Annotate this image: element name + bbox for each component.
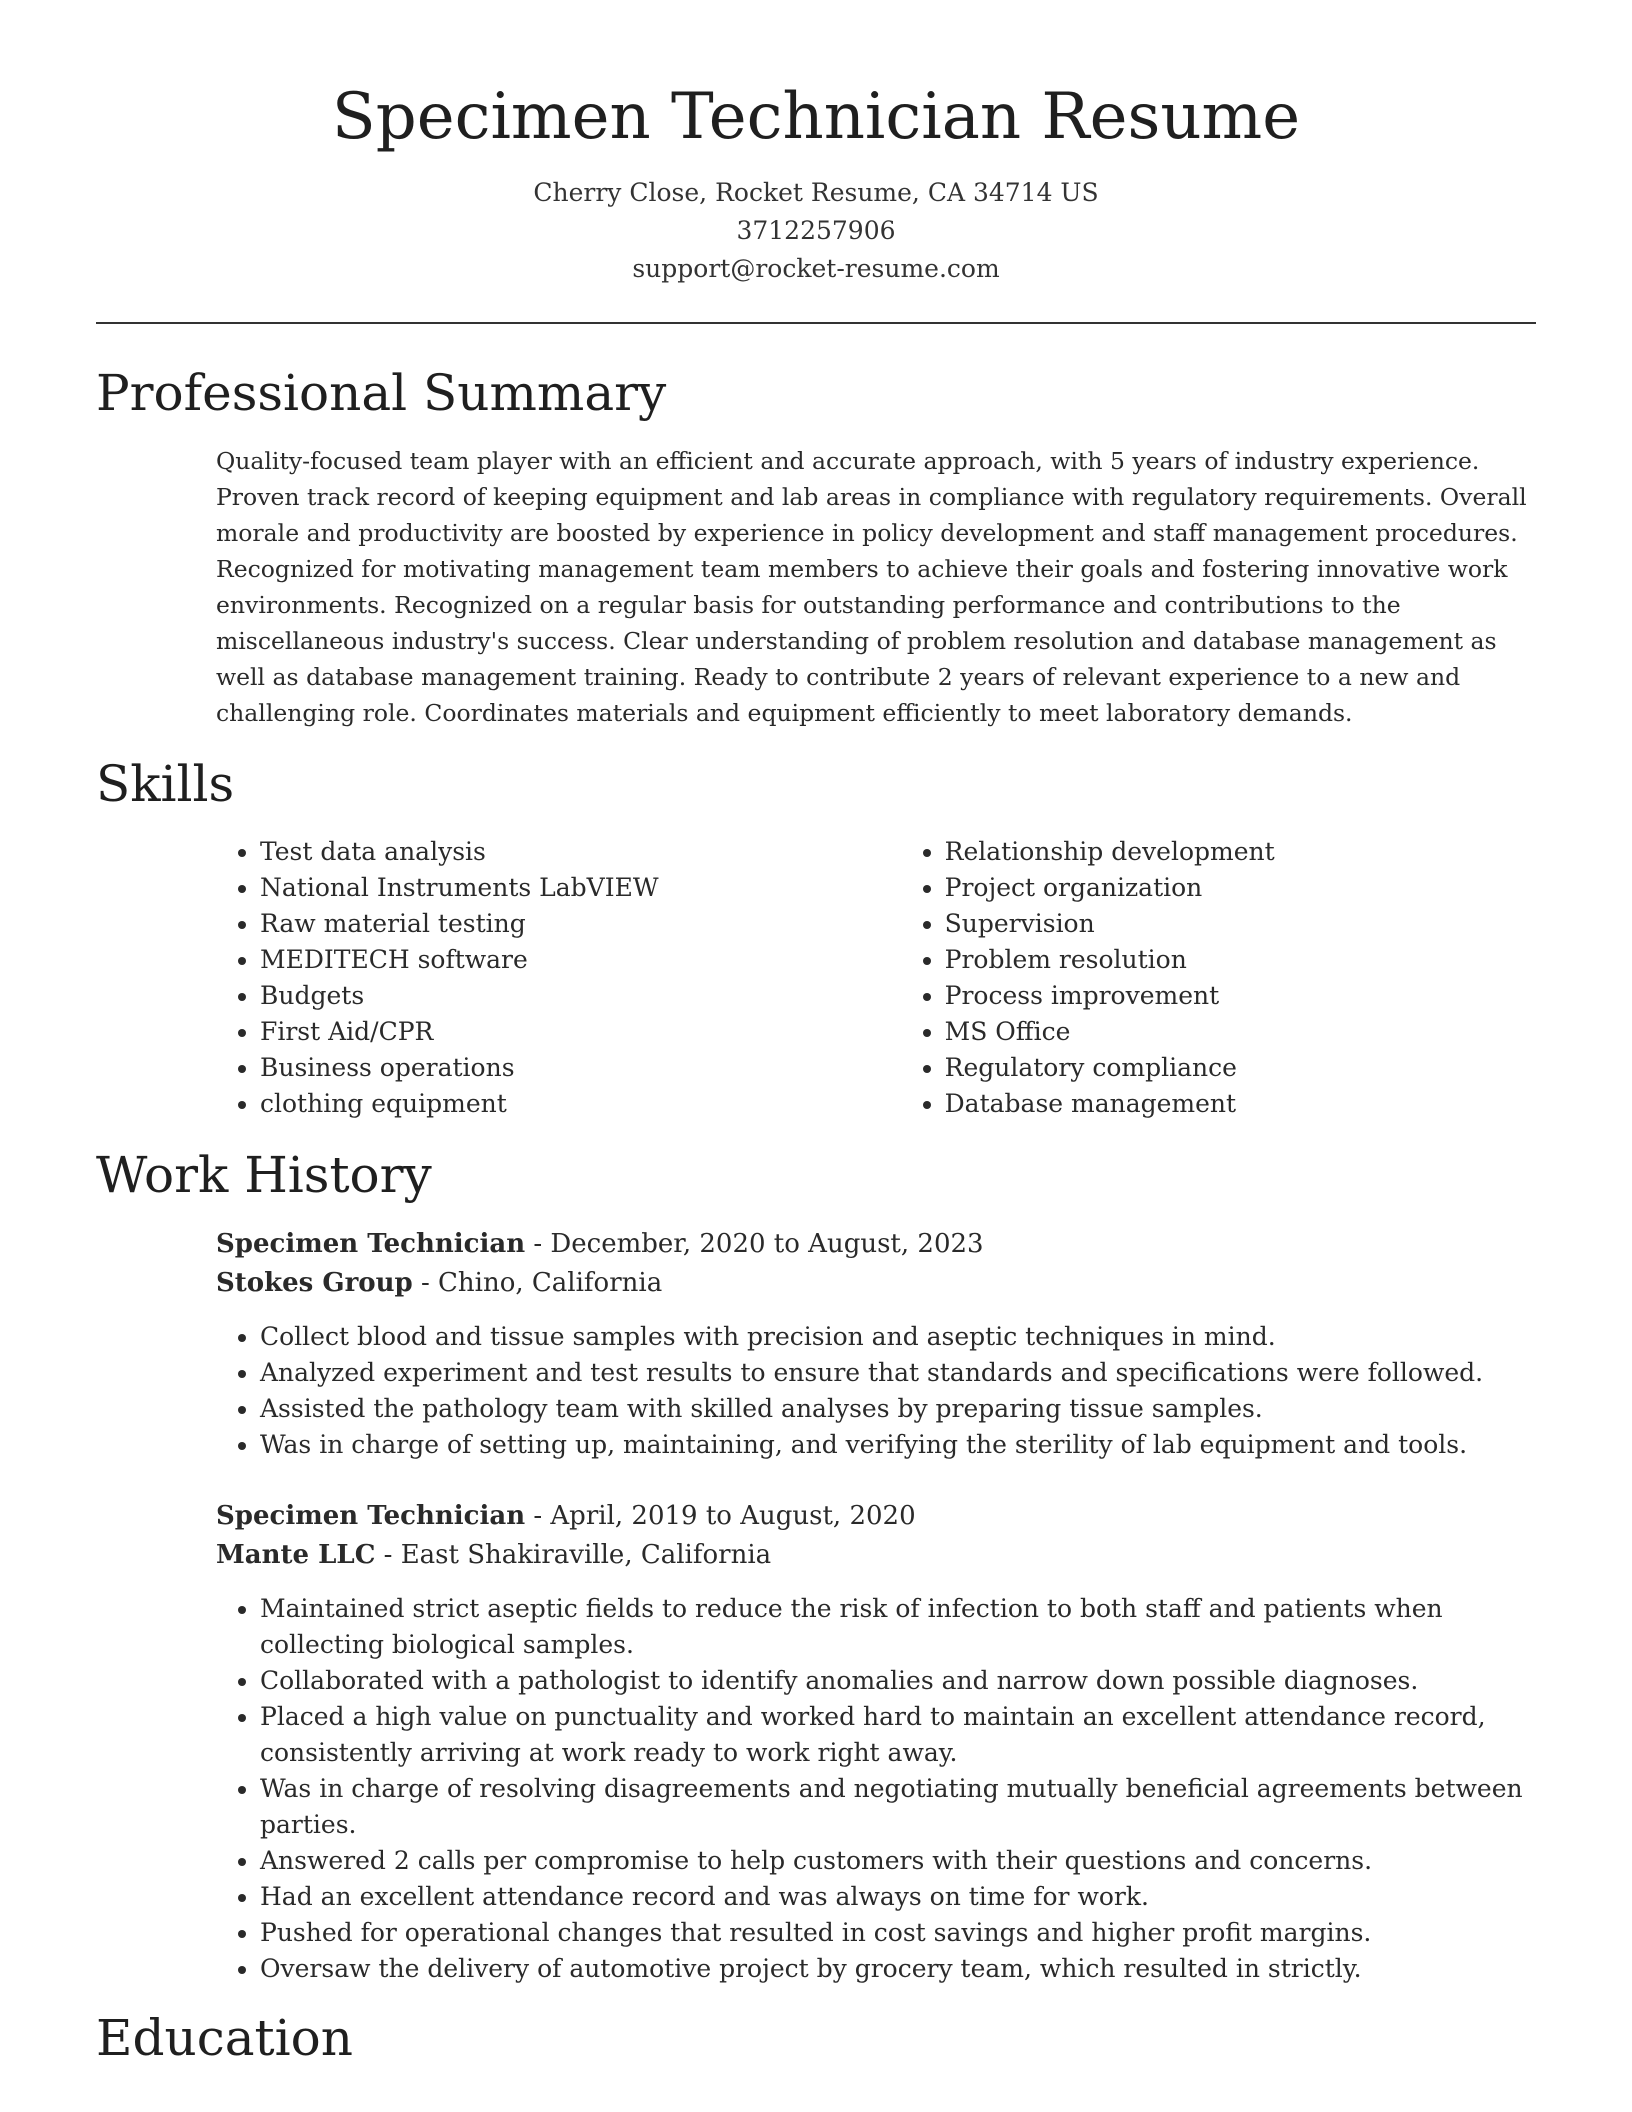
summary-heading: Professional Summary: [96, 364, 667, 423]
skills-section: [96, 757, 1536, 1122]
job-bullet: • Had an excellent attendance record and was always on time for work.: [260, 1879, 1536, 1915]
job-role: Specimen Technician: [216, 1229, 526, 1260]
job-bullet: • Collaborated with a pathologist to identify anomalies and narrow down possible diagnoses.: [260, 1663, 1536, 1699]
contact-info: [96, 174, 1536, 288]
skills-list-right: [901, 834, 1536, 1122]
job-bullet: • Collect blood and tissue samples with precision and aseptic techniques in mind.: [260, 1319, 1536, 1355]
skill-item: • Supervision: [945, 906, 1536, 942]
job-bullet: • Was in charge of setting up, maintaining, and verifying the sterility of lab equipment and tools.: [260, 1427, 1536, 1463]
skills-grid: [216, 834, 1536, 1122]
job-bullet: • Maintained strict aseptic fields to reduce the risk of infection to both staff and patients when collecting biological samples.: [260, 1591, 1536, 1663]
job-company-line: [216, 1536, 1536, 1575]
contact-email: support@rocket-resume.com: [632, 254, 1000, 284]
contact-phone: 3712257906: [736, 216, 896, 246]
job-location: - Chino, California: [412, 1268, 663, 1299]
job-bullet: • Oversaw the delivery of automotive project by grocery team, which resulted in strictly.: [260, 1951, 1536, 1987]
job-company: Mante LLC: [216, 1540, 376, 1571]
skills-list-left: [216, 834, 901, 1122]
job-company: Stokes Group: [216, 1268, 413, 1299]
skill-item: • First Aid/CPR: [260, 1014, 901, 1050]
skill-item: • Raw material testing: [260, 906, 901, 942]
resume-header: [96, 0, 1536, 288]
job-bullet: • Pushed for operational changes that resulted in cost savings and higher profit margins.: [260, 1915, 1536, 1951]
contact-address: Cherry Close, Rocket Resume, CA 34714 US: [533, 178, 1099, 208]
job-dates: - April, 2019 to August, 2020: [525, 1501, 916, 1532]
job-bullets: [216, 1591, 1536, 1987]
skill-item: • MS Office: [945, 1014, 1536, 1050]
job-bullet: • Placed a high value on punctuality and worked hard to maintain an excellent attendance record, consistently arriving at work ready to work right away.: [260, 1699, 1536, 1771]
job-dates: - December, 2020 to August, 2023: [525, 1229, 984, 1260]
job-company-line: [216, 1264, 1536, 1303]
job-bullet: • Was in charge of resolving disagreements and negotiating mutually beneficial agreements between parties.: [260, 1771, 1536, 1843]
skill-item: • clothing equipment: [260, 1086, 901, 1122]
education-section: [96, 2011, 1536, 2066]
work-history-section: [96, 1148, 1536, 1987]
summary-text: Quality-focused team player with an efficient and accurate approach, with 5 years of industry experience. Proven track record of keeping equipment and lab areas in compliance with regulatory requirements. Overall morale and productivity are boosted by experience in policy development and staff management procedures. Recognized for motivating management team members to achieve their goals and fostering innovative work environments. Recognized on a regular basis for outstanding performance and contributions to the miscellaneous industry's success. Clear understanding of problem resolution and database management as well as database management training. Ready to contribute 2 years of relevant experience to a new and challenging role. Coordinates materials and equipment efficiently to meet laboratory demands.: [216, 447, 1527, 728]
header-divider: [96, 322, 1536, 324]
summary-section: [96, 366, 1536, 731]
job-title-line: [216, 1225, 1536, 1264]
job-bullets: [216, 1319, 1536, 1463]
job-entry: [216, 1497, 1536, 1987]
skill-item: • Database management: [945, 1086, 1536, 1122]
education-heading: Education: [96, 2009, 353, 2068]
job-role: Specimen Technician: [216, 1501, 526, 1532]
skill-item: • Test data analysis: [260, 834, 901, 870]
job-location: - East Shakiraville, California: [375, 1540, 772, 1571]
skill-item: • Relationship development: [945, 834, 1536, 870]
skill-item: • Project organization: [945, 870, 1536, 906]
skills-heading: Skills: [96, 755, 235, 814]
job-entry: [216, 1225, 1536, 1463]
job-bullet: • Analyzed experiment and test results to ensure that standards and specifications were followed.: [260, 1355, 1536, 1391]
skill-item: • Regulatory compliance: [945, 1050, 1536, 1086]
skill-item: • Process improvement: [945, 978, 1536, 1014]
skill-item: • MEDITECH software: [260, 942, 901, 978]
job-bullet: • Assisted the pathology team with skilled analyses by preparing tissue samples.: [260, 1391, 1536, 1427]
skill-item: • Budgets: [260, 978, 901, 1014]
work-history-heading: Work History: [96, 1146, 432, 1205]
skill-item: • Business operations: [260, 1050, 901, 1086]
skill-item: • National Instruments LabVIEW: [260, 870, 901, 906]
job-title-line: [216, 1497, 1536, 1536]
job-bullet: • Answered 2 calls per compromise to help customers with their questions and concerns.: [260, 1843, 1536, 1879]
resume-title: Specimen Technician Resume: [331, 80, 1301, 154]
skill-item: • Problem resolution: [945, 942, 1536, 978]
